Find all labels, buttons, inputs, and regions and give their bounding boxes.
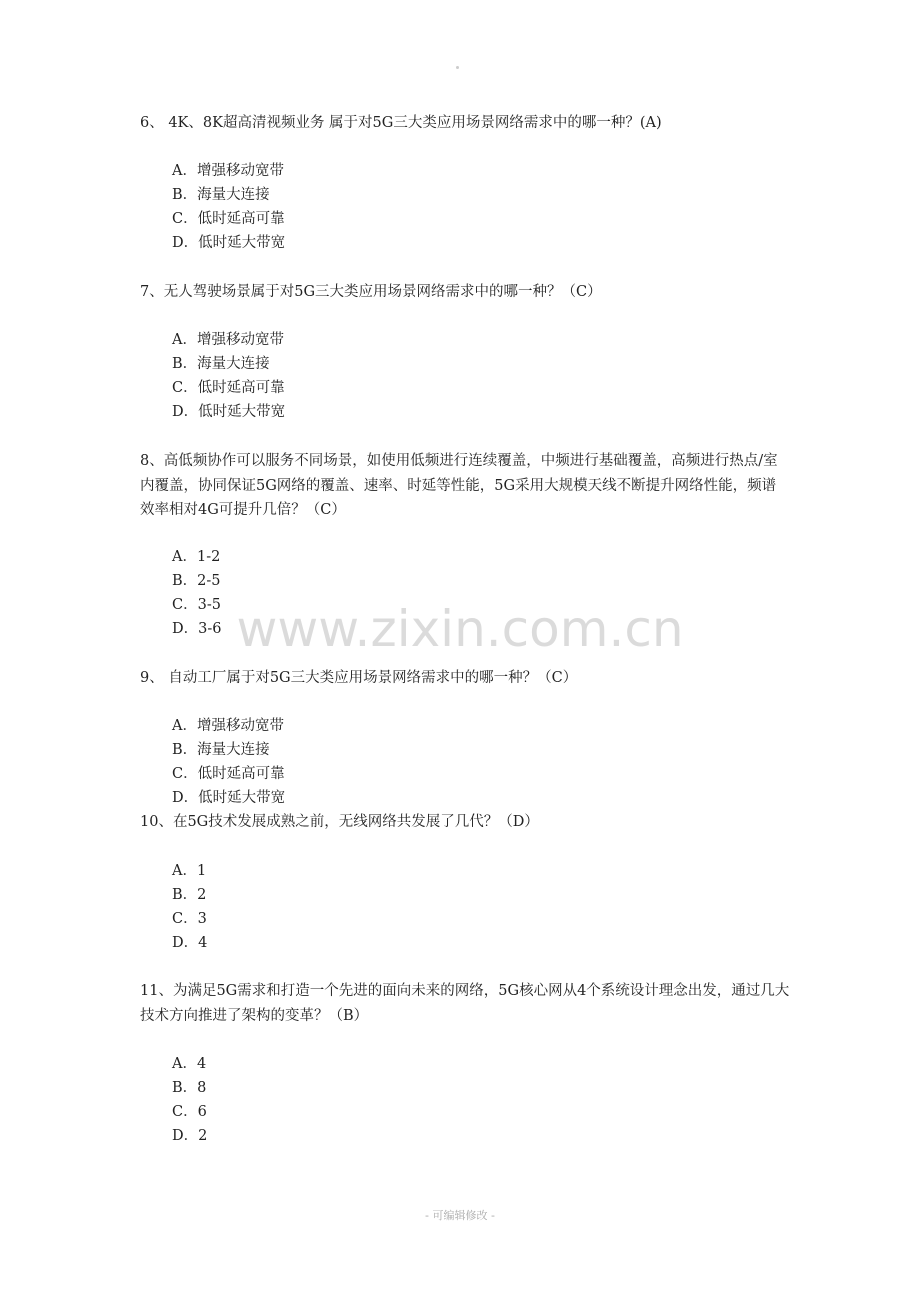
question-8-option-d: D．3-6 — [172, 621, 222, 637]
question-11-option-a: A．4 — [172, 1056, 207, 1072]
question-8-option-b: B．2-5 — [172, 573, 221, 589]
question-6-option-c: C．低时延高可靠 — [172, 211, 285, 227]
question-11-option-c: C．6 — [172, 1104, 207, 1120]
question-8-option-a: A．1-2 — [172, 549, 221, 565]
question-11: 11、为满足5G需求和打造一个先进的面向未来的网络，5G核心网从4个系统设计理念出发，通过几大技术方向推进了架构的变革？（B） — [140, 983, 790, 1024]
question-6-option-b: B．海量大连接 — [172, 187, 270, 203]
question-6-option-d: D．低时延大带宽 — [172, 235, 286, 251]
question-10-option-d: D．4 — [172, 935, 208, 951]
question-10-option-c: C．3 — [172, 911, 207, 927]
question-7-option-d: D．低时延大带宽 — [172, 404, 286, 420]
question-10-option-a: A．1 — [172, 863, 207, 879]
question-7-option-c: C．低时延高可靠 — [172, 380, 285, 396]
header-marker — [456, 66, 459, 69]
question-7: 7、无人驾驶场景属于对5G三大类应用场景网络需求中的哪一种？（C） — [140, 284, 602, 300]
page-footer: - 可编辑修改 - — [425, 1209, 495, 1222]
question-10: 10、在5G技术发展成熟之前，无线网络共发展了几代？（D） — [140, 814, 539, 830]
question-6: 6、 4K、8K超高清视频业务 属于对5G三大类应用场景网络需求中的哪一种？(A) — [140, 115, 662, 131]
question-8-option-c: C．3-5 — [172, 597, 221, 613]
question-11-option-b: B．8 — [172, 1080, 207, 1096]
question-9-option-b: B．海量大连接 — [172, 742, 270, 758]
question-9-option-a: A．增强移动宽带 — [172, 718, 284, 734]
question-9-option-c: C．低时延高可靠 — [172, 766, 285, 782]
question-7-option-a: A．增强移动宽带 — [172, 332, 284, 348]
question-9: 9、 自动工厂属于对5G三大类应用场景网络需求中的哪一种？（C） — [140, 670, 578, 686]
question-10-option-b: B．2 — [172, 887, 207, 903]
watermark: www.zixin.com.cn — [236, 600, 684, 658]
question-8: 8、高低频协作可以服务不同场景，如使用低频进行连续覆盖，中频进行基础覆盖，高频进行热点/室内覆盖，协同保证5G网络的覆盖、速率、时延等性能，5G采用大规模天线不断提升网络性能，频谱效率相对4G可提升几倍？（C） — [140, 453, 778, 518]
question-9-option-d: D．低时延大带宽 — [172, 790, 286, 806]
question-7-option-b: B．海量大连接 — [172, 356, 270, 372]
question-6-option-a: A．增强移动宽带 — [172, 163, 284, 179]
question-11-option-d: D．2 — [172, 1128, 208, 1144]
